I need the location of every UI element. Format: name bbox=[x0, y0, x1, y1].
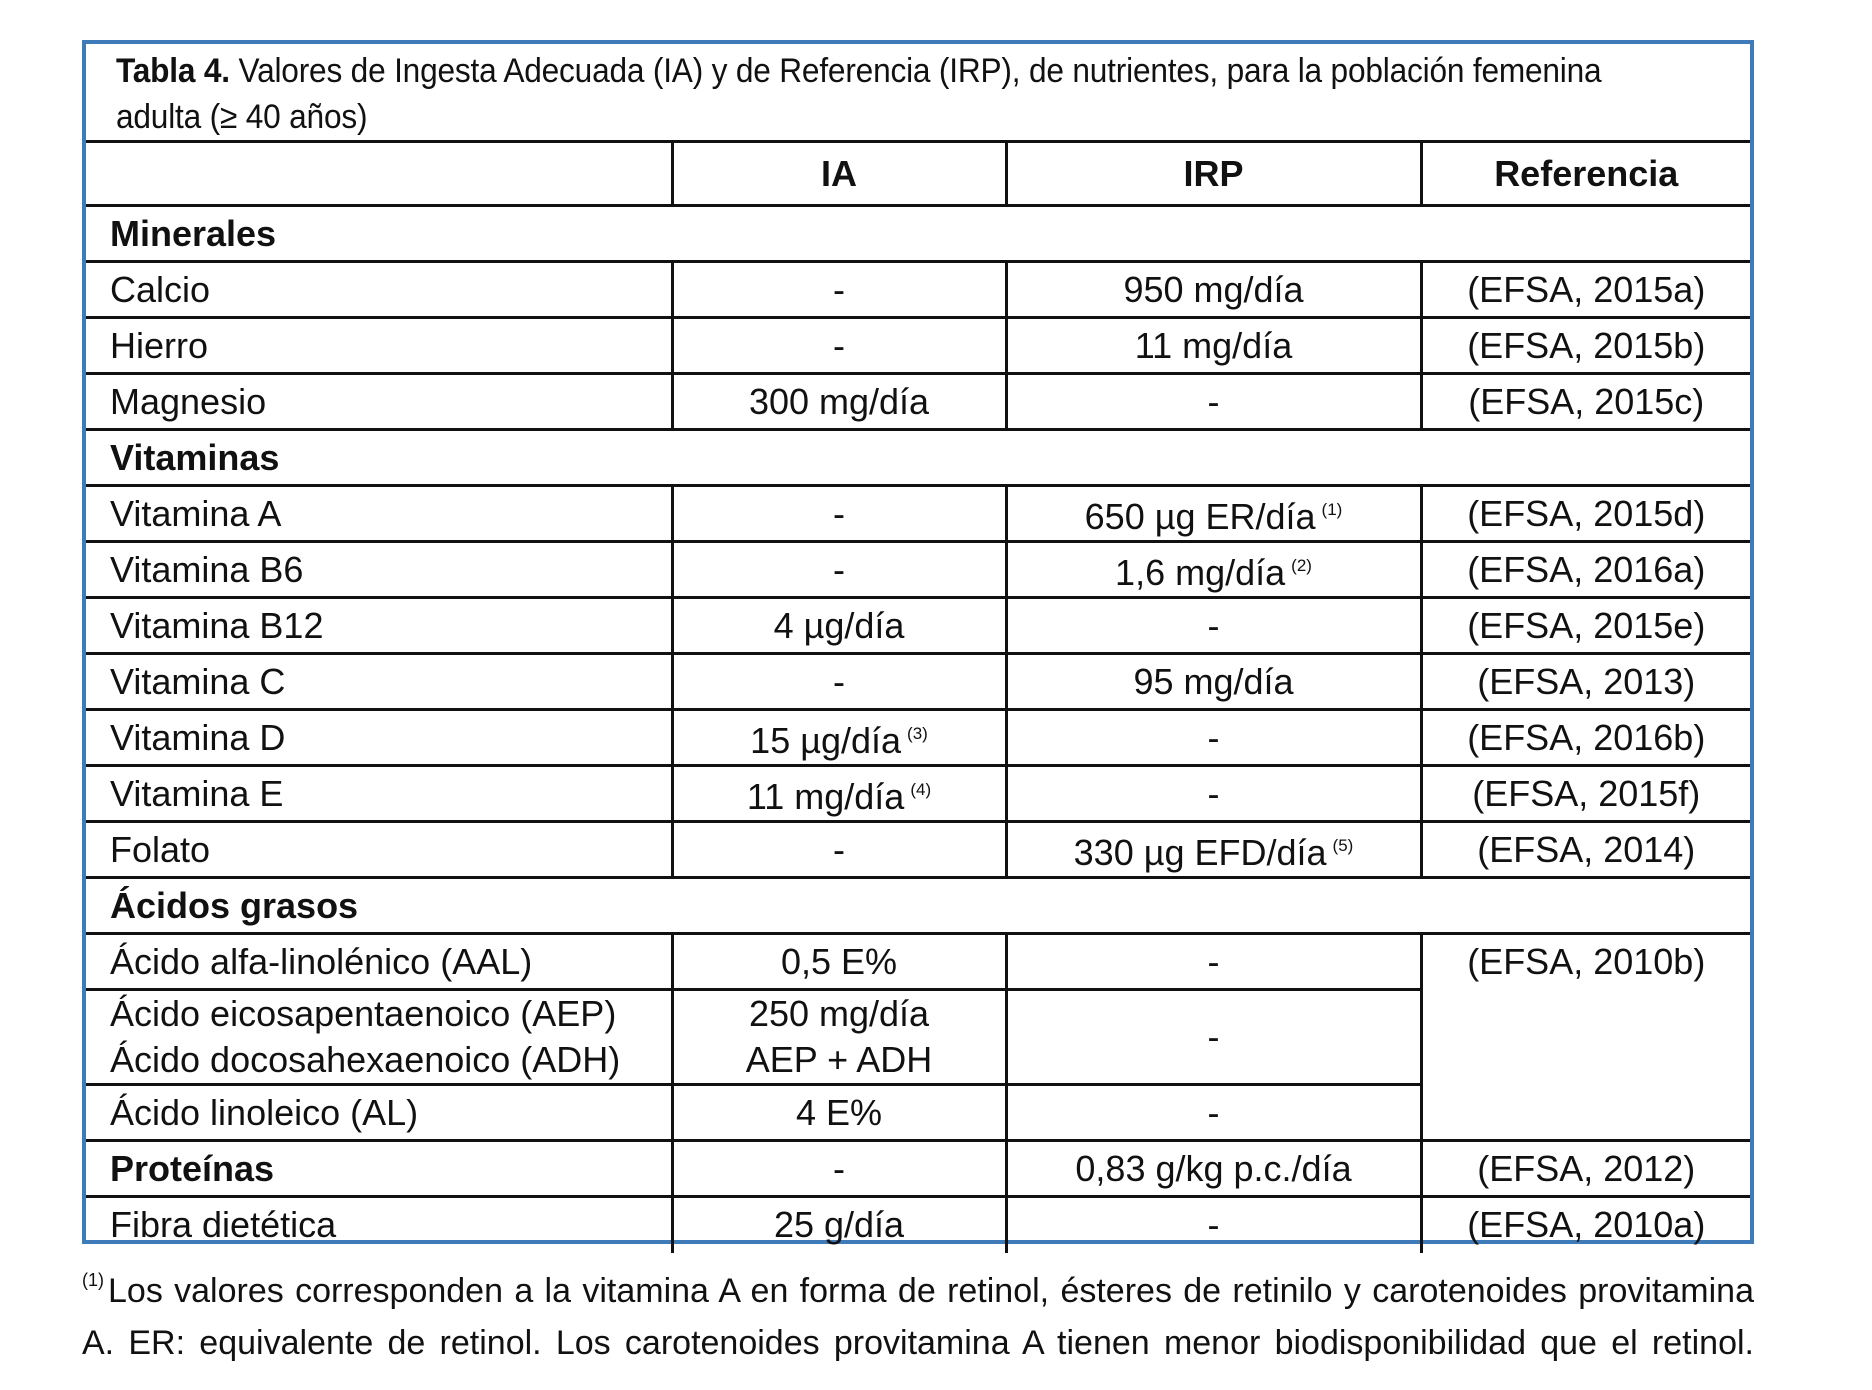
nutrient-name: Ácido linoleico (AL) bbox=[86, 1085, 672, 1141]
nutrient-name: Hierro bbox=[86, 318, 672, 374]
header-ia: IA bbox=[672, 142, 1006, 206]
table-row bbox=[86, 542, 1750, 598]
ia-value bbox=[672, 766, 1006, 822]
footnote-line-1 bbox=[82, 1254, 1754, 1317]
ia-value: - bbox=[672, 262, 1006, 318]
nutrient-name-line: Ácido docosahexaenoico (ADH) bbox=[110, 1039, 621, 1080]
footnote-ref: (2) bbox=[1291, 556, 1312, 575]
table-row bbox=[86, 766, 1750, 822]
irp-value: 11 mg/día bbox=[1006, 318, 1421, 374]
irp-value: - bbox=[1006, 710, 1421, 766]
table-row bbox=[86, 654, 1750, 710]
reference: (EFSA, 2015a) bbox=[1421, 262, 1750, 318]
nutrient-name bbox=[86, 990, 672, 1085]
table-row bbox=[86, 934, 1750, 990]
nutrient-name: Vitamina C bbox=[86, 654, 672, 710]
reference: (EFSA, 2012) bbox=[1421, 1141, 1750, 1197]
nutrient-name: Proteínas bbox=[86, 1141, 672, 1197]
reference: (EFSA, 2015b) bbox=[1421, 318, 1750, 374]
irp-value: 95 mg/día bbox=[1006, 654, 1421, 710]
section-vitaminas: Vitaminas bbox=[86, 430, 1750, 486]
reference: (EFSA, 2010b) bbox=[1421, 934, 1750, 1141]
nutrient-name: Folato bbox=[86, 822, 672, 878]
table-row bbox=[86, 598, 1750, 654]
ia-value: 300 mg/día bbox=[672, 374, 1006, 430]
reference: (EFSA, 2013) bbox=[1421, 654, 1750, 710]
section-row bbox=[86, 206, 1750, 262]
footnote-mark: (1) bbox=[82, 1270, 104, 1290]
reference: (EFSA, 2015e) bbox=[1421, 598, 1750, 654]
ia-value: - bbox=[672, 486, 1006, 542]
reference: (EFSA, 2014) bbox=[1421, 822, 1750, 878]
ia-value: - bbox=[672, 1141, 1006, 1197]
table-row bbox=[86, 318, 1750, 374]
irp-value: - bbox=[1006, 990, 1421, 1085]
reference: (EFSA, 2015d) bbox=[1421, 486, 1750, 542]
ia-value: 0,5 E% bbox=[672, 934, 1006, 990]
irp-value bbox=[1006, 822, 1421, 878]
nutrient-name: Vitamina B6 bbox=[86, 542, 672, 598]
caption-text: Valores de Ingesta Adecuada (IA) y de Referencia (IRP), de nutrientes, para la población femenina adulta (≥ 40 años) bbox=[116, 52, 1602, 136]
irp-text: 1,6 mg/día bbox=[1115, 552, 1286, 593]
footnote-text-2: A. ER: equivalente de retinol. Los carotenoides provitamina A tienen menor biodisponibilidad que el retinol. bbox=[82, 1324, 1754, 1362]
ia-value: 4 µg/día bbox=[672, 598, 1006, 654]
ia-value bbox=[672, 710, 1006, 766]
ia-text: 15 µg/día bbox=[750, 720, 902, 761]
irp-value: - bbox=[1006, 1085, 1421, 1141]
table-row bbox=[86, 710, 1750, 766]
section-row bbox=[86, 430, 1750, 486]
nutrient-name: Magnesio bbox=[86, 374, 672, 430]
table-row bbox=[86, 822, 1750, 878]
section-acidos-grasos: Ácidos grasos bbox=[86, 878, 1750, 934]
header-irp: IRP bbox=[1006, 142, 1421, 206]
nutrient-name: Vitamina D bbox=[86, 710, 672, 766]
irp-value: - bbox=[1006, 1197, 1421, 1253]
table-row bbox=[86, 374, 1750, 430]
nutrient-name: Vitamina B12 bbox=[86, 598, 672, 654]
reference: (EFSA, 2015f) bbox=[1421, 766, 1750, 822]
irp-value: 950 mg/día bbox=[1006, 262, 1421, 318]
ia-value: 25 g/día bbox=[672, 1197, 1006, 1253]
table-row bbox=[86, 1197, 1750, 1253]
ia-value: - bbox=[672, 542, 1006, 598]
irp-value: - bbox=[1006, 934, 1421, 990]
footnote-ref: (4) bbox=[910, 780, 932, 799]
irp-value: - bbox=[1006, 374, 1421, 430]
ia-text: 11 mg/día bbox=[746, 776, 905, 817]
caption-label: Tabla 4. bbox=[116, 52, 230, 90]
ia-value bbox=[672, 990, 1006, 1085]
section-minerales: Minerales bbox=[86, 206, 1750, 262]
irp-text: 650 µg ER/día bbox=[1084, 496, 1316, 537]
footnote-ref: (5) bbox=[1332, 836, 1354, 855]
irp-value: 0,83 g/kg p.c./día bbox=[1006, 1141, 1421, 1197]
ia-line: AEP + ADH bbox=[745, 1039, 933, 1080]
nutrient-name: Fibra dietética bbox=[86, 1197, 672, 1253]
table-frame bbox=[82, 40, 1754, 1244]
irp-value: - bbox=[1006, 598, 1421, 654]
ia-value: - bbox=[672, 318, 1006, 374]
ia-line: 250 mg/día bbox=[748, 993, 930, 1034]
nutrient-name: Ácido alfa-linolénico (AAL) bbox=[86, 934, 672, 990]
reference: (EFSA, 2016a) bbox=[1421, 542, 1750, 598]
ia-value: 4 E% bbox=[672, 1085, 1006, 1141]
ia-value: - bbox=[672, 822, 1006, 878]
reference: (EFSA, 2016b) bbox=[1421, 710, 1750, 766]
nutrient-name-line: Ácido eicosapentaenoico (AEP) bbox=[110, 993, 617, 1034]
table-row bbox=[86, 486, 1750, 542]
reference: (EFSA, 2015c) bbox=[1421, 374, 1750, 430]
header-row bbox=[86, 142, 1750, 206]
irp-value bbox=[1006, 486, 1421, 542]
table-row bbox=[86, 1141, 1750, 1197]
footnote bbox=[82, 1254, 1754, 1369]
nutrient-name: Vitamina A bbox=[86, 486, 672, 542]
footnote-ref: (1) bbox=[1321, 500, 1343, 519]
table-caption bbox=[116, 48, 1623, 140]
nutrient-name: Calcio bbox=[86, 262, 672, 318]
table-row bbox=[86, 262, 1750, 318]
ia-value: - bbox=[672, 654, 1006, 710]
nutrient-name: Vitamina E bbox=[86, 766, 672, 822]
irp-value bbox=[1006, 542, 1421, 598]
header-referencia: Referencia bbox=[1421, 142, 1750, 206]
section-row bbox=[86, 878, 1750, 934]
header-empty bbox=[86, 142, 672, 206]
footnote-text-1: Los valores corresponden a la vitamina A en forma de retinol, ésteres de retinilo y carotenoides provitamina bbox=[108, 1272, 1754, 1310]
footnote-ref: (3) bbox=[907, 724, 928, 743]
irp-text: 330 µg EFD/día bbox=[1073, 832, 1327, 873]
irp-value: - bbox=[1006, 766, 1421, 822]
nutrient-table bbox=[86, 140, 1750, 1253]
reference: (EFSA, 2010a) bbox=[1421, 1197, 1750, 1253]
